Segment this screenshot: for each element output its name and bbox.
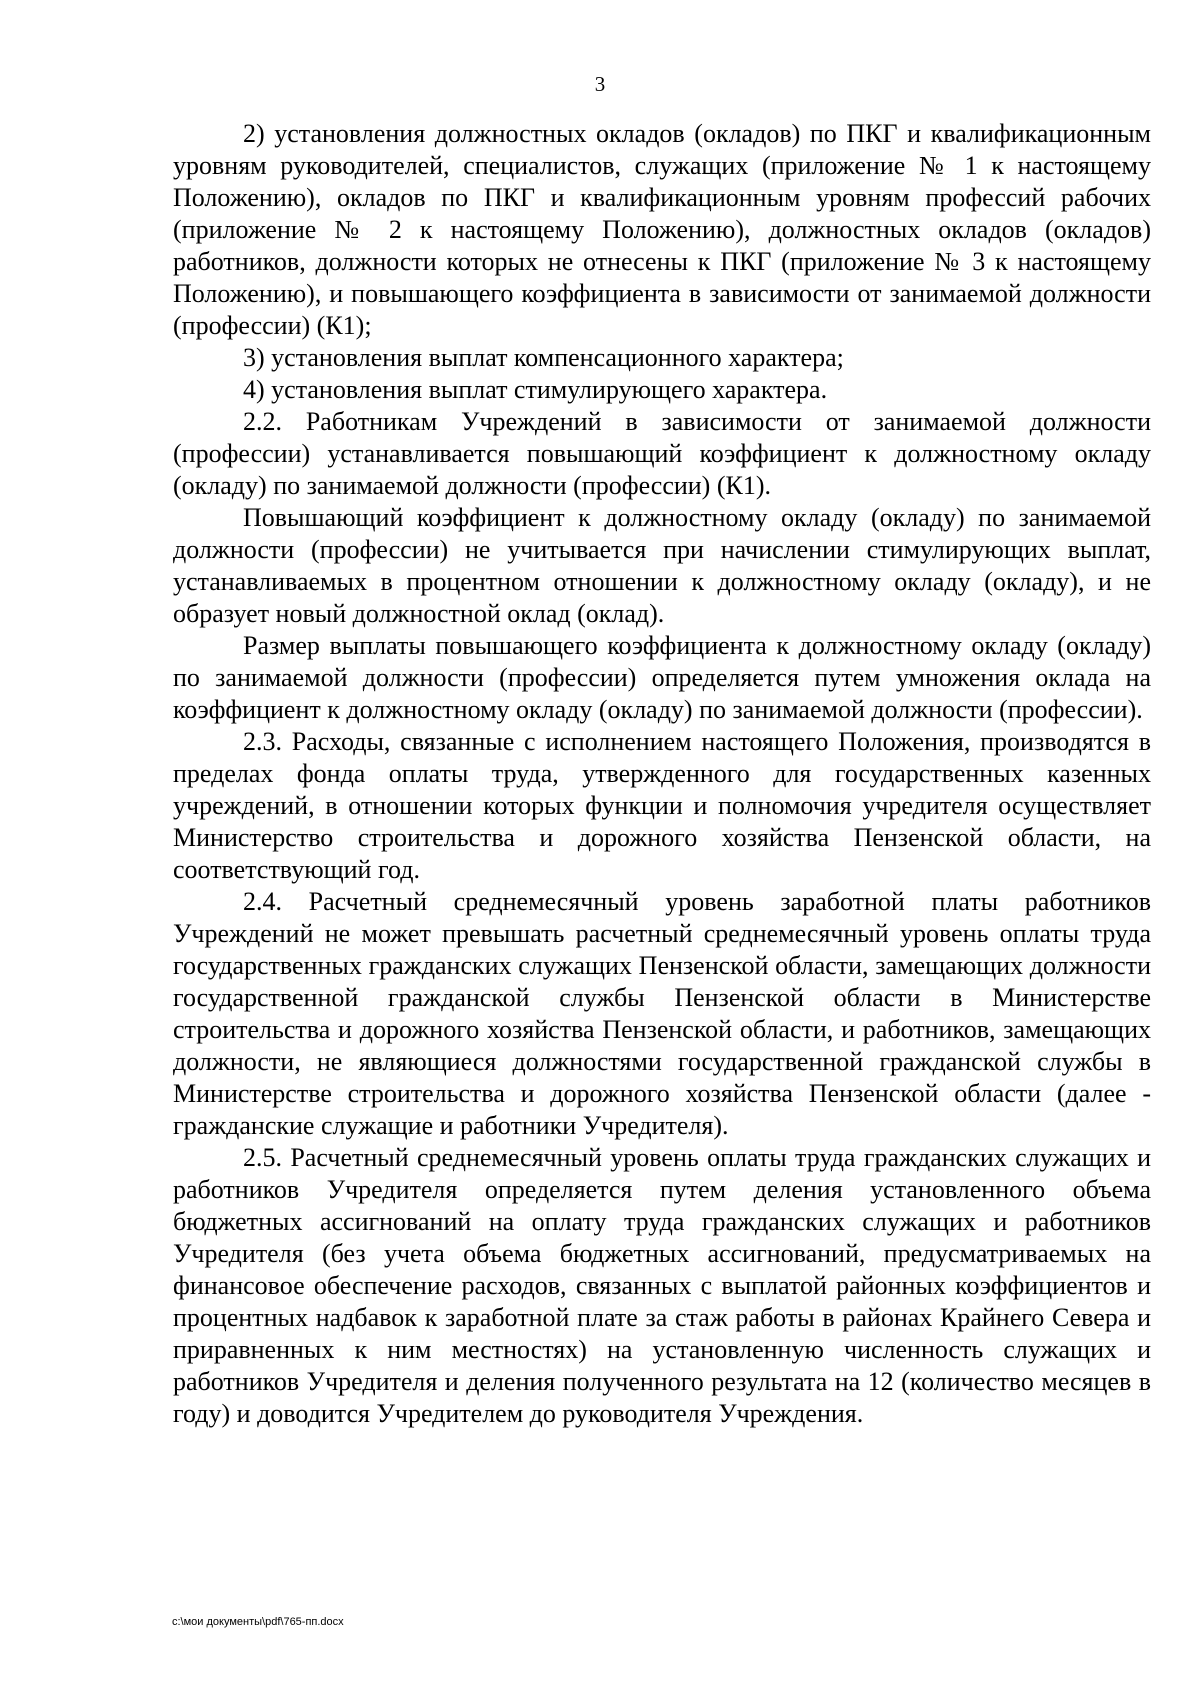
paragraph-2-3: 2.3. Расходы, связанные с исполнением настоящего Положения, производятся в пределах фонда оплаты труда, утвержденного для государственных казенных учреждений, в отношении которых функции и полномочия учредителя осуществляет Министерство строительства и дорожного хозяйства Пензенской области, на соответствующий год. (173, 727, 1151, 884)
paragraph-2-2: 2.2. Работникам Учреждений в зависимости от занимаемой должности (профессии) устанавливается повышающий коэффициент к должностному окладу (окладу) по занимаемой должности (профессии) (К1). (173, 407, 1151, 500)
paragraph-2-5: 2.5. Расчетный среднемесячный уровень оплаты труда гражданских служащих и работников Учредителя определяется путем деления установленного объема бюджетных ассигнований на оплату труда гражданских служащих и работников Учредителя (без учета объема бюджетных ассигнований, предусматриваемых на финансовое обеспечение расходов, связанных с выплатой районных коэффициентов и процентных надбавок к заработной плате за стаж работы в районах Крайнего Севера и приравненных к ним местностях) на установленную численность служащих и работников Учредителя и деления полученного результата на 12 (количество месяцев в году) и доводится Учредителем до руководителя Учреждения. (173, 1143, 1151, 1428)
paragraph-2-4: 2.4. Расчетный среднемесячный уровень заработной платы работников Учреждений не может превышать расчетный среднемесячный уровень оплаты труда государственных гражданских служащих Пензенской области, замещающих должности государственной гражданской службы Пензенской области в Министерстве строительства и дорожного хозяйства Пензенской области, и работников, замещающих должности, не являющиеся должностями государственной гражданской службы в Министерстве строительства и дорожного хозяйства Пензенской области (далее - гражданские служащие и работники Учредителя). (173, 887, 1151, 1140)
paragraph-coefficient-note: Повышающий коэффициент к должностному окладу (окладу) по занимаемой должности (профессии) не учитывается при начислении стимулирующих выплат, устанавливаемых в процентном отношении к должностному окладу (окладу), и не образует новый должностной оклад (оклад). (173, 503, 1151, 628)
document-body (173, 118, 1151, 1430)
paragraph-coefficient-size: Размер выплаты повышающего коэффициента к должностному окладу (окладу) по занимаемой должности (профессии) определяется путем умножения оклада на коэффициент к должностному окладу (окладу) по занимаемой должности (профессии). (173, 631, 1151, 724)
page-number: 3 (594, 72, 606, 96)
paragraph-item-4: 4) установления выплат стимулирующего характера. (243, 375, 828, 404)
paragraph-item-3: 3) установления выплат компенсационного характера; (243, 343, 844, 372)
footer-file-path: c:\мои документы\pdf\765-пп.docx (172, 1616, 344, 1628)
paragraph-item-2: 2) установления должностных окладов (окладов) по ПКГ и квалификационным уровням руководителей, специалистов, служащих (приложение № 1 к настоящему Положению), окладов по ПКГ и квалификационным уровням профессий рабочих (приложение № 2 к настоящему Положению), должностных окладов (окладов) работников, должности которых не отнесены к ПКГ (приложение № 3 к настоящему Положению), и повышающего коэффициента в зависимости от занимаемой должности (профессии) (К1); (173, 119, 1151, 340)
